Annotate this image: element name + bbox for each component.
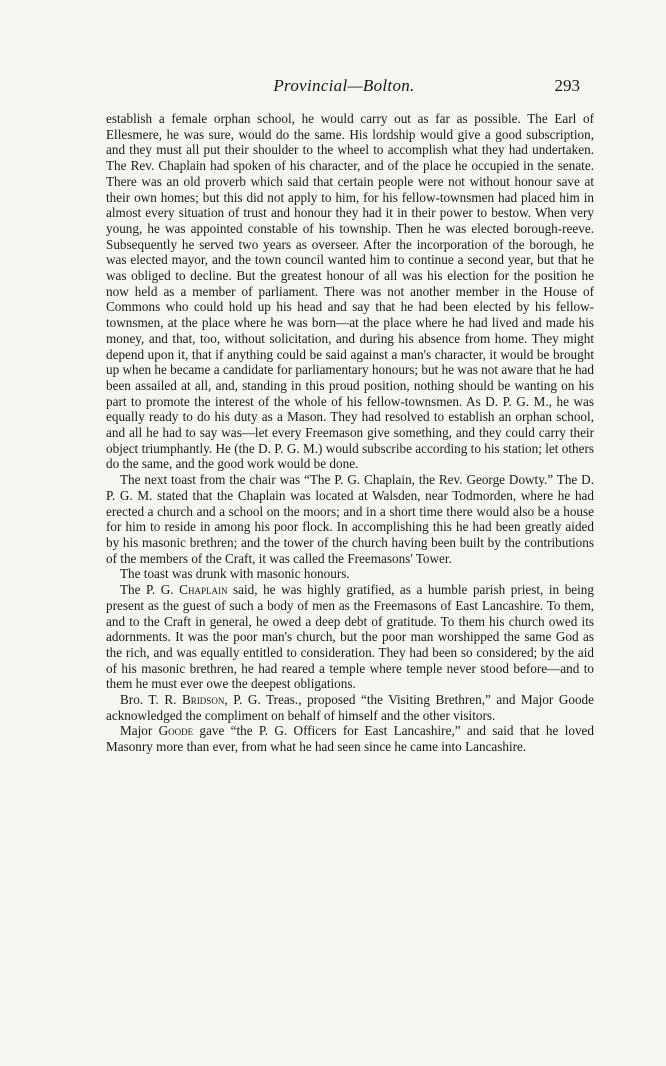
paragraph-lead: Bro. T. R. xyxy=(120,692,183,708)
speaker-name: Bridson xyxy=(182,692,225,708)
body-text xyxy=(106,111,594,755)
paragraph: The next toast from the chair was “The P. G. Chaplain, the Rev. George Dowty.” The D. P. G. M. stated that the Chaplain was located at Walsden, near Todmorden, where he had erected a church and a school on the moors; and in a short time there would also be a house for him to reside in among his poor flock. In accomplishing this he had been greatly aided by his masonic brethren; and the tower of the church having been built by the contributions of the members of the Craft, it was called the Freemasons' Tower. xyxy=(106,472,594,566)
paragraph-lead: Major xyxy=(120,723,159,739)
paragraph xyxy=(106,692,594,723)
speaker-name: Goode xyxy=(158,723,194,739)
paragraph-text: , P. G. Treas., proposed “the Visiting Brethren,” and Major Goode acknowledged the compliment on behalf of himself and the other visitors. xyxy=(106,692,594,723)
speaker-name: Chaplain xyxy=(179,582,228,598)
page-number: 293 xyxy=(554,76,580,95)
page-header xyxy=(108,76,580,102)
paragraph: establish a female orphan school, he would carry out as far as possible. The Earl of Ellesmere, he was sure, would do the same. His lordship would give a good subscription, and they must all put their shoulder to the wheel to accomplish what they had undertaken. The Rev. Chaplain had spoken of his character, and of the place he occupied in the senate. There was an old proverb which said that certain people were not without honour save at their own homes; but this did not apply to him, for his fellow-townsmen had placed him in almost every situation of trust and honour they had it in their power to bestow. When very young, he was appointed constable of his township. Then he was elected borough-reeve. Subsequently he served two years as overseer. After the incorporation of the borough, he was elected mayor, and the town council wanted him to continue a second year, but that he was obliged to decline. But the greatest honour of all was his election for the position he now held as a member of parliament. There was not another member in the House of Commons who could hold up his head and say that he had been elected by his fellow-townsmen, at the place where he was born—at the place where he had lived and made his money, and that, too, without solicitation, and during his absence from home. They might depend upon it, that if anything could be said against a man's character, it would be brought up when he became a candidate for parliamentary honours; but he was not aware that he had been assailed at all, and, standing in this proud position, nothing should be wanting on his part to promote the interest of the whole of his fellow-townsmen. As D. P. G. M., he was equally ready to do his duty as a Mason. They had resolved to establish an orphan school, and all he had to say was—let every Freemason give something, and they could carry their object triumphantly. He (the D. P. G. M.) would subscribe according to his station; let others do the same, and the good work would be done. xyxy=(106,111,594,472)
paragraph-lead: The P. G. xyxy=(120,582,180,598)
paragraph-text: said, he was highly gratified, as a humble parish priest, in being present as the guest of such a body of men as the Freemasons of East Lancashire. To them, and to the Craft in general, he owed a deep debt of gratitude. To them his church owed its adornments. It was the poor man's church, but the poor man worshipped the same God as the rich, and was equally entitled to consideration. They had been so considered; by the aid of his masonic brethren, he had reared a temple where temple never stood before—and to them he must ever owe the deepest obligations. xyxy=(106,582,594,692)
paragraph xyxy=(106,582,594,692)
paragraph: The toast was drunk with masonic honours. xyxy=(120,566,350,582)
paragraph xyxy=(106,723,594,754)
paragraph-text: gave “the P. G. Officers for East Lancashire,” and said that he loved Masonry more than ever, from what he had seen since he came into Lancashire. xyxy=(106,723,594,755)
running-title: Provincial—Bolton. xyxy=(273,76,415,95)
